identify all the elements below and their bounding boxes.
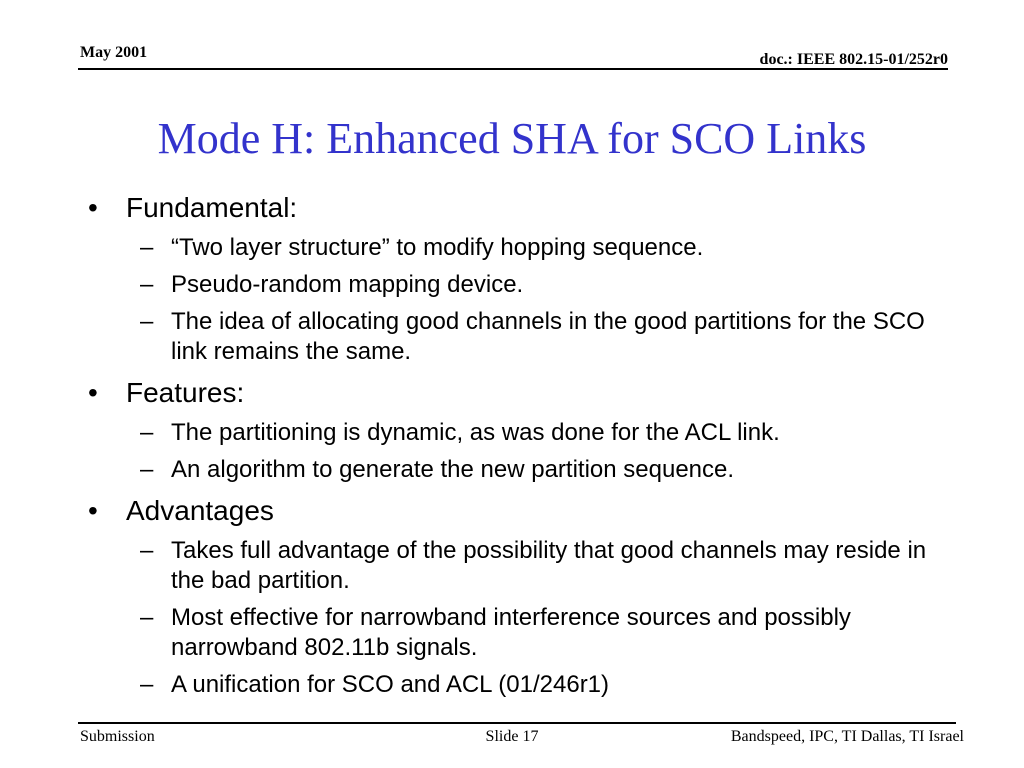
bullet-fundamental xyxy=(88,190,928,226)
sub-bullet xyxy=(88,670,928,700)
bullet-advantages xyxy=(88,493,928,529)
bullet-icon: • xyxy=(88,495,98,526)
footer-divider xyxy=(78,722,956,724)
dash-icon: – xyxy=(140,604,154,631)
bullet-icon: • xyxy=(88,192,98,223)
dash-icon: – xyxy=(140,271,154,298)
dash-icon: – xyxy=(140,456,154,483)
bullet-heading: Fundamental: xyxy=(126,192,298,223)
footer-authors: Bandspeed, IPC, TI Dallas, TI Israel xyxy=(730,728,964,745)
sub-bullet-text: A unification for SCO and ACL (01/246r1) xyxy=(171,671,610,698)
bullet-icon: • xyxy=(88,377,98,408)
dash-icon: – xyxy=(140,234,154,261)
sub-bullet-text: Takes full advantage of the possibility that good channels may reside in the bad partition. xyxy=(171,537,927,594)
header-doc-id: doc.: IEEE 802.15-01/252r0 xyxy=(759,51,948,68)
dash-icon: – xyxy=(140,671,154,698)
sub-bullet xyxy=(88,603,928,663)
sub-bullet-text: An algorithm to generate the new partition sequence. xyxy=(171,456,735,483)
sub-bullet-text: The partitioning is dynamic, as was done for the ACL link. xyxy=(171,419,780,446)
sub-bullet xyxy=(88,418,928,448)
header-date: May 2001 xyxy=(80,44,148,61)
slide-title: Mode H: Enhanced SHA for SCO Links xyxy=(157,114,867,163)
dash-icon: – xyxy=(140,419,154,446)
sub-bullet xyxy=(88,455,928,485)
sub-bullet-text: Pseudo-random mapping device. xyxy=(171,271,524,298)
slide-body xyxy=(88,182,928,700)
sub-bullet xyxy=(88,270,928,300)
sub-bullet xyxy=(88,233,928,263)
dash-icon: – xyxy=(140,308,154,335)
footer-slide-number: Slide 17 xyxy=(485,728,539,745)
dash-icon: – xyxy=(140,537,154,564)
footer-submission: Submission xyxy=(80,728,155,745)
sub-bullet-text: The idea of allocating good channels in the good partitions for the SCO link remains the same. xyxy=(171,308,925,365)
bullet-heading: Advantages xyxy=(126,495,274,526)
bullet-features xyxy=(88,375,928,411)
sub-bullet xyxy=(88,536,928,596)
sub-bullet-text: Most effective for narrowband interference sources and possibly narrowband 802.11b signals. xyxy=(171,604,851,661)
header-divider xyxy=(78,68,948,70)
sub-bullet-text: “Two layer structure” to modify hopping sequence. xyxy=(171,234,704,261)
bullet-heading: Features: xyxy=(126,377,245,408)
sub-bullet xyxy=(88,307,928,367)
